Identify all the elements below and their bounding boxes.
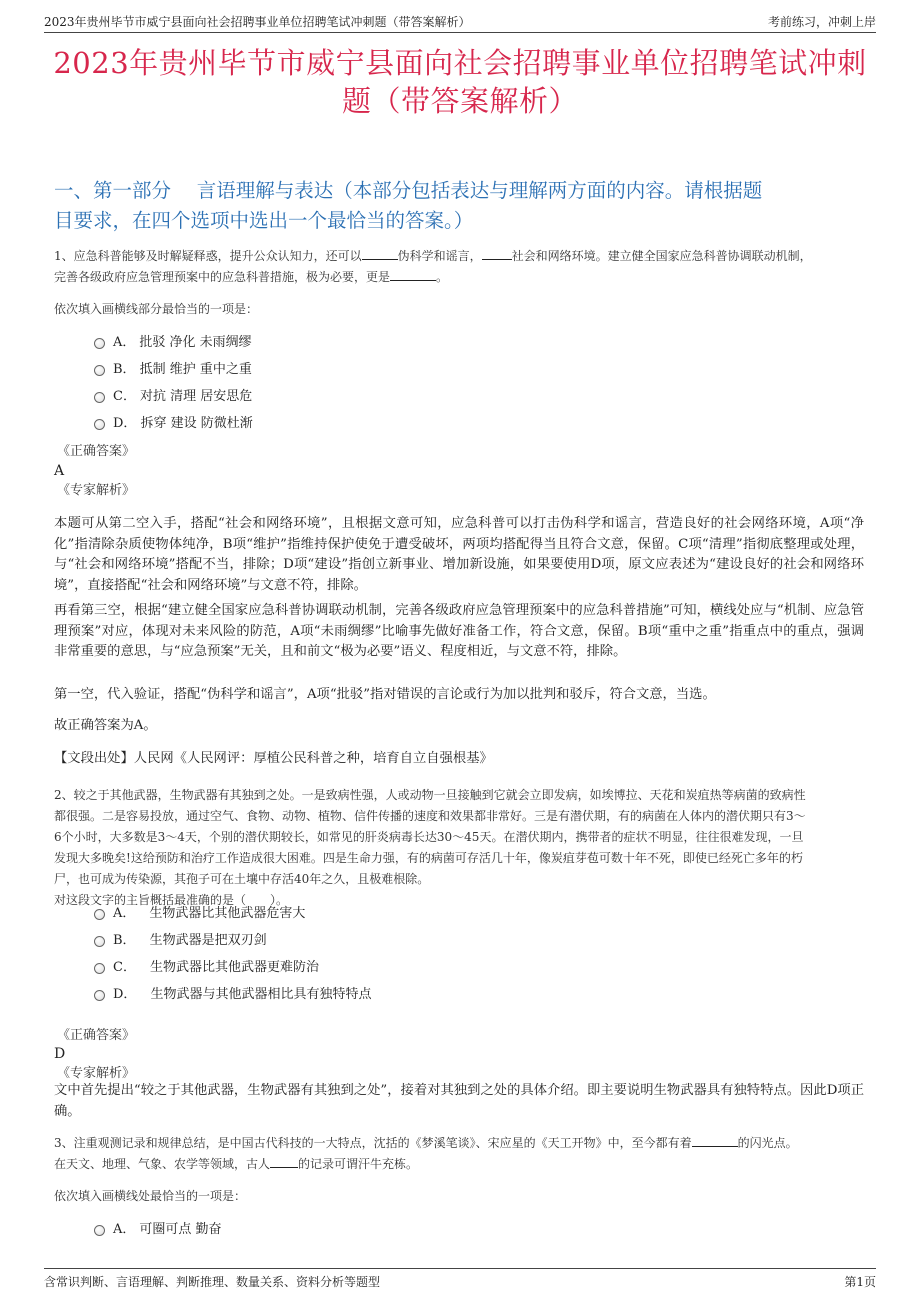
option-text: 生物武器与其他武器相比具有独特特点 xyxy=(150,987,372,1002)
option-text: 批驳 净化 未雨绸缪 xyxy=(139,335,252,350)
running-header xyxy=(44,12,876,33)
question-3-line-1 xyxy=(54,1133,866,1154)
q1-option-d[interactable] xyxy=(94,414,253,434)
question-2-prompt: 对这段文字的主旨概括最准确的是（ ）。 xyxy=(54,893,289,907)
q2-analysis-label: 《专家解析》 xyxy=(57,1066,136,1081)
q1-analysis-paragraph-2: 再看第三空，根据“建立健全国家应急科普协调联动机制，完善各级政府应急管理预案中的应急科普措施”可知，横线处应与“机制、应急管理预案”对应，体现对未来风险的防范，A项“未雨绸缪”比喻事先做好准备工作，符合文意，保留。B项“重中之重”指重点中的重点，强调非常重要的意思，与“应急预案”无关，且和前文“极为必要”语义、程度相近，与文意不符，排除。 xyxy=(54,603,864,659)
option-text: 对抗 清理 居安思危 xyxy=(139,389,253,404)
question-1-line-2 xyxy=(54,267,866,288)
answer-blank xyxy=(362,246,398,260)
option-letter: A． xyxy=(113,335,136,350)
question-3-prompt: 依次填入画横线处最恰当的一项是： xyxy=(54,1189,247,1203)
section-heading-line-1: 一、第一部分 言语理解与表达（本部分包括表达与理解两方面的内容。请根据题 xyxy=(54,179,763,202)
answer-blank xyxy=(390,267,436,281)
q2-option-d[interactable] xyxy=(94,985,371,1005)
option-text: 可圈可点 勤奋 xyxy=(139,1222,222,1237)
question-2-text xyxy=(54,785,866,911)
q1-option-a[interactable] xyxy=(94,333,252,353)
radio-icon[interactable] xyxy=(94,419,105,430)
option-text: 生物武器是把双刃剑 xyxy=(149,933,267,948)
question-3-line-2 xyxy=(54,1154,866,1175)
q2-answer-label: 《正确答案》 xyxy=(57,1028,136,1043)
radio-icon[interactable] xyxy=(94,338,105,349)
q1-option-c[interactable] xyxy=(94,387,252,407)
q1-analysis-paragraph-4: 故正确答案为A。 xyxy=(54,718,157,733)
option-letter: A． xyxy=(113,906,136,921)
answer-blank xyxy=(270,1154,298,1168)
q1-analysis-paragraph-3: 第一空，代入验证，搭配“伪科学和谣言”，A项“批驳”指对错误的言论或行为加以批判和驳斥，符合文意，当选。 xyxy=(54,687,716,702)
q3-text-part: 的闪光点。 xyxy=(737,1136,798,1150)
q1-text-part: 1、应急科普能够及时解疑释惑，提升公众认知力，还可以 xyxy=(54,249,362,263)
question-1-text xyxy=(54,246,866,288)
option-text: 抵制 维护 重中之重 xyxy=(139,362,252,377)
q3-text-part: 的记录可谓汗牛充栋。 xyxy=(298,1157,419,1171)
radio-icon[interactable] xyxy=(94,990,105,1001)
radio-icon[interactable] xyxy=(94,963,105,974)
q1-text-part: 社会和网络环境。建立健全国家应急科普协调联动机制， xyxy=(511,249,812,263)
q2-option-b[interactable] xyxy=(94,931,267,951)
option-letter: C． xyxy=(113,960,136,975)
q2-option-c[interactable] xyxy=(94,958,319,978)
section-heading xyxy=(54,176,866,236)
q3-text-part: 在天文、地理、气象、农学等领域，古人 xyxy=(54,1157,271,1171)
question-2-line-1: 2、较之于其他武器，生物武器有其独到之处。一是致病性强，人或动物一旦接触到它就会立即发病，如埃博拉、天花和炭疽热等病菌的致病性 xyxy=(54,788,806,802)
question-3-text xyxy=(54,1133,866,1175)
page-footer xyxy=(44,1268,876,1291)
title-line-1: 2023年贵州毕节市威宁县面向社会招聘事业单位招聘笔试冲刺 xyxy=(53,46,867,80)
q2-option-a[interactable] xyxy=(94,904,305,924)
question-1-line-1 xyxy=(54,246,866,267)
question-2-line-5: 尸，也可成为传染源，其孢子可在土壤中存活40年之久，且极难根除。 xyxy=(54,872,430,886)
radio-icon[interactable] xyxy=(94,936,105,947)
radio-icon[interactable] xyxy=(94,1225,105,1236)
page-title xyxy=(40,44,880,120)
q3-option-a[interactable] xyxy=(94,1220,222,1240)
radio-icon[interactable] xyxy=(94,392,105,403)
option-letter: C． xyxy=(113,389,136,404)
q2-analysis-paragraph: 文中首先提出“较之于其他武器，生物武器有其独到之处”，接着对其独到之处的具体介绍。即主要说明生物武器具有独特特点。因此D项正确。 xyxy=(54,1083,864,1119)
header-slogan: 考前练习，冲刺上岸 xyxy=(767,15,876,29)
question-2-line-3: 6个小时，大多数是3～4天，个别的潜伏期较长，如常见的肝炎病毒长达30～45天。在潜伏期内，携带者的症状不明显，往往很难发现，一旦 xyxy=(54,830,804,844)
question-1-prompt: 依次填入画横线部分最恰当的一项是： xyxy=(54,302,259,316)
question-2-line-4: 发现大多晚矣!这给预防和治疗工作造成很大困难。四是生命力强，有的病菌可存活几十年，像炭疽芽苞可数十年不死，即使已经死亡多年的朽 xyxy=(54,851,803,865)
option-letter: D． xyxy=(113,987,137,1002)
radio-icon[interactable] xyxy=(94,365,105,376)
header-document-title: 2023年贵州毕节市威宁县面向社会招聘事业单位招聘笔试冲刺题（带答案解析） xyxy=(44,15,471,29)
option-letter: D． xyxy=(113,416,137,431)
option-letter: B． xyxy=(113,933,136,948)
section-heading-line-2: 目要求，在四个选项中选出一个最恰当的答案。） xyxy=(54,209,474,232)
q1-answer: A xyxy=(54,463,65,479)
option-letter: B． xyxy=(113,362,136,377)
footer-page-number: 第1页 xyxy=(844,1275,876,1289)
q1-text-part: 。 xyxy=(436,270,449,284)
q3-text-part: 3、注重观测记录和规律总结，是中国古代科技的一大特点，沈括的《梦溪笔谈》、宋应星的《天工开物》中，至今都有着 xyxy=(54,1136,692,1150)
answer-blank xyxy=(482,246,512,260)
title-line-2: 题（带答案解析） xyxy=(341,84,578,118)
q1-option-b[interactable] xyxy=(94,360,252,380)
q1-answer-label: 《正确答案》 xyxy=(57,444,136,459)
option-text: 拆穿 建设 防微杜渐 xyxy=(140,416,253,431)
question-2-line-2: 都很强。二是容易投放，通过空气、食物、动物、植物、信件传播的速度和效果都非常好。三是有潜伏期，有的病菌在人体内的潜伏期只有3～ xyxy=(54,809,806,823)
answer-blank xyxy=(692,1133,738,1147)
option-text: 生物武器比其他武器更难防治 xyxy=(149,960,319,975)
option-text: 生物武器比其他武器危害大 xyxy=(149,906,306,921)
q1-analysis-label: 《专家解析》 xyxy=(57,483,136,498)
footer-question-types: 含常识判断、言语理解、判断推理、数量关系、资料分析等题型 xyxy=(44,1275,381,1289)
radio-icon[interactable] xyxy=(94,909,105,920)
option-letter: A． xyxy=(113,1222,136,1237)
q1-source: 【文段出处】人民网《人民网评：厚植公民科普之种，培育自立自强根基》 xyxy=(54,751,493,766)
q1-analysis-paragraph-1: 本题可从第二空入手，搭配“社会和网络环境”，且根据文意可知，应急科普可以打击伪科学和谣言，营造良好的社会网络环境，A项“净化”指清除杂质使物体纯净，B项“维护”指维持保护使免于遭受破坏，两项均搭配得当且符合文意，保留。C项“清理”指彻底整理或处理，与“社会和网络环境”搭配不当，排除；D项“建设”指创立新事业、增加新设施，如果要使用D项，原文应表述为“建设良好的社会和网络环境”，直接搭配“社会和网络环境”与文意不符，排除。 xyxy=(54,516,864,593)
q2-answer: D xyxy=(54,1046,66,1062)
q1-text-part: 完善各级政府应急管理预案中的应急科普措施，极为必要，更是 xyxy=(54,270,391,284)
q1-text-part: 伪科学和谣言， xyxy=(397,249,482,263)
